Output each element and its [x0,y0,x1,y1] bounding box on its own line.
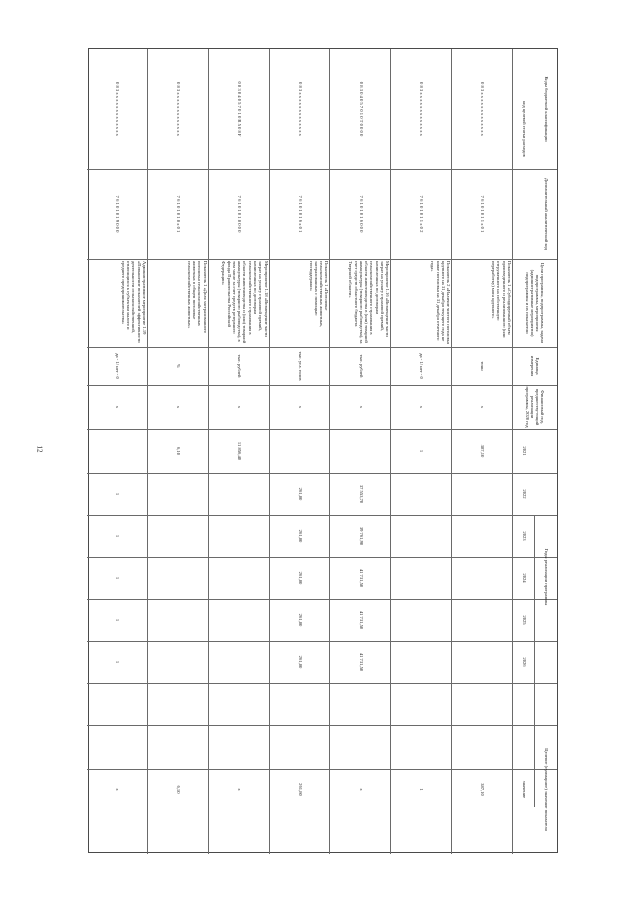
year-2022: 2022 [521,489,527,499]
page-number: 12 [35,445,44,453]
unit-cell: да - 1/ нет - 0 [419,353,425,379]
year-value-cell: 261,80 [297,613,303,627]
fin-year-cell: х [236,405,242,409]
header-budget-codes: Коды бюджетной классификации [543,76,549,142]
fin-year-cell: х [480,405,486,409]
year-value-cell: 41 731,50 [358,610,364,630]
year-value-cell [209,515,270,557]
year-2025: 2025 [521,615,527,625]
target-value-cell: 1 [419,788,425,791]
year-2024: 2024 [521,573,527,583]
year-value-cell [148,557,209,599]
year-2026: 2026 [521,657,527,667]
budget-code-cell: 0 8 3 x x x x x x x x x x x x x [297,82,303,136]
extra-code-cell: 7 6 1 0 1 0 1 8 х 0 1 [175,195,181,233]
fin-year-cell: х [297,405,303,409]
year-value-cell: 1 [115,618,121,622]
year-value-cell [452,641,513,683]
unit-cell: да - 1/ нет - 0 [115,353,121,379]
year-2023: 2023 [521,531,527,541]
target-value-cell: 6,10 [175,785,181,794]
year-value-cell [391,641,452,683]
header-value: значение [521,780,527,799]
header-unit: Единица измерения [530,355,541,377]
year-value-cell [209,557,270,599]
header-target: Целевое (суммарное) значение показателя [543,748,549,831]
year-value-cell [209,599,270,641]
header-expense-code: код целевой статьи расходов [521,101,527,157]
year-value-cell: 41 731,50 [358,652,364,672]
budget-code-cell: 0 8 3 x x x x x x x x x x x x x [480,82,486,136]
year-value-cell: 41 731,50 [358,568,364,588]
year-value-cell [452,599,513,641]
goal-cell: Показатель 1 «Поголовье сельскохозяйственных животных, застрахованных с помощью господдержки» [308,261,330,328]
target-value-cell: 261,80 [297,783,303,796]
target-value-cell: х [358,788,364,791]
year-2021: 2021 [521,446,527,456]
year-value-cell: 37 553,70 [358,484,364,504]
fin-year-cell: х [115,405,121,409]
target-value-cell: х [236,788,242,791]
budget-code-cell: 0 8 3 x x x x x x x x x x x x x [115,82,121,136]
extra-code-cell: 7 6 1 0 1 0 1 6 х 0 1 [297,195,303,233]
year-value-cell: 1 [419,449,425,453]
goal-cell: Мероприятие 1.16 «Возмещение части затрат на уплату страховой премий, начисленных по договорам сельскохозяйственного страхования в области животноводства в (или) товарной аквакультуры (товарного рыбоводства), за счет средств областного бюджета Тверской области» [348,261,391,344]
fin-year-cell: х [175,405,181,409]
unit-cell: тыс. рублей [358,354,364,378]
year-value-cell [148,515,209,557]
unit-cell: тыс. усл. голов [297,351,303,381]
year-value-cell: 1 [115,576,121,580]
year-value-cell: 1 [115,534,121,538]
target-value-cell: х [115,788,121,791]
program-table [88,48,558,853]
year-value-cell: 1 [115,660,121,664]
header-extra-code: Дополнительный аналитический код [543,177,549,250]
year-value-cell: 261,80 [297,655,303,669]
unit-cell: тыс. рублей [236,354,242,378]
year-value-cell [391,515,452,557]
year-value-cell [452,515,513,557]
year-value-cell [391,599,452,641]
year-value-cell: 261,80 [297,529,303,543]
year-value-cell [148,599,209,641]
budget-code-cell: 0 8 3 0 4 0 5 7 0 1 0 R 5 0 8 F [236,81,242,137]
goal-cell: Показатель 2 «Наличие чистого поголовья крупного на 31 декабря текущего года не ниже поголовья на 31 декабря отчетного года» [430,261,452,344]
year-value-cell [87,429,148,473]
year-value-cell [209,641,270,683]
year-value-cell: 39 761,90 [358,526,364,546]
target-value-cell: 387,10 [480,783,486,796]
extra-code-cell: 7 6 1 0 1 0 1 1 х 0 2 [419,195,425,233]
year-value-cell: 11 856,40 [236,441,242,461]
extra-code-cell: 7 6 1 0 1 0 1 8 0 0 0 [236,195,242,233]
year-value-cell [452,557,513,599]
goal-cell: Мероприятие 1.18 «Возмещение части затрат на уплату страховой премий, начисленных по договорам сельскохозяйственного страхования в области животноводства и (или) товарной аквакультуры (товарного рыбоводства), в том числе за счет средств резервного фонда Правительства Российской Федерации» [221,261,269,344]
year-value-cell: 1 [115,492,121,496]
year-value-cell [391,557,452,599]
year-value-cell [391,473,452,515]
header-fin-year: Финансовый год, предшеству-ющий реализации программы, 2020 год [524,386,546,428]
year-value-cell: 261,80 [297,487,303,501]
year-value-cell: 6,10 [175,446,181,456]
fin-year-cell: х [358,405,364,409]
header-years: Годы реализации программы [543,548,549,606]
goal-cell: Показатель 1 «Субсидируемый объем произведенного и реализованного (или отгруженного на собственную переработку) мяса крупного» [491,261,512,338]
extra-code-cell: 7 6 1 0 1 0 1 1 х 0 1 [480,195,486,233]
year-value-cell [148,473,209,515]
fin-year-cell: х [419,405,425,409]
year-value-cell [148,641,209,683]
goal-cell: Показатель 1 «Доля застрахованного поголовья сельскохозяйственных животных в общем поголовье сельскохозяйственных животных» [186,261,208,333]
unit-cell: % [175,364,181,368]
extra-code-cell: 7 6 1 0 1 0 1 9 0 0 0 [115,195,121,233]
year-value-cell [452,473,513,515]
budget-code-cell: 0 8 3 x x x x x x x x x x x x x [419,82,425,136]
year-value-cell [330,429,391,473]
year-value-cell [270,429,331,473]
year-value-cell: 387,10 [480,444,486,458]
year-value-cell [209,473,270,515]
unit-cell: тонн [480,361,486,371]
budget-code-cell: 0 8 3 x x x x x x x x x x x x x [175,82,181,136]
budget-code-cell: 0 8 3 0 4 0 5 7 0 1 0 Т 0 0 0 0 [358,81,364,137]
header-goal: Цели программы, подпрограммы, задачи подпрограммы, мероприятия (административные мероприятия) подпрограммы и их показатели [524,263,546,343]
extra-code-cell: 7 6 1 0 1 0 1 6 0 0 0 [358,195,364,233]
year-value-cell: 261,80 [297,571,303,585]
goal-cell: Административное мероприятие 1.19 «Повышение показателей эффективности деятельности сельскохозяйственной, относящихся к субъектам малого и среднего предпринимательства» [120,261,147,343]
